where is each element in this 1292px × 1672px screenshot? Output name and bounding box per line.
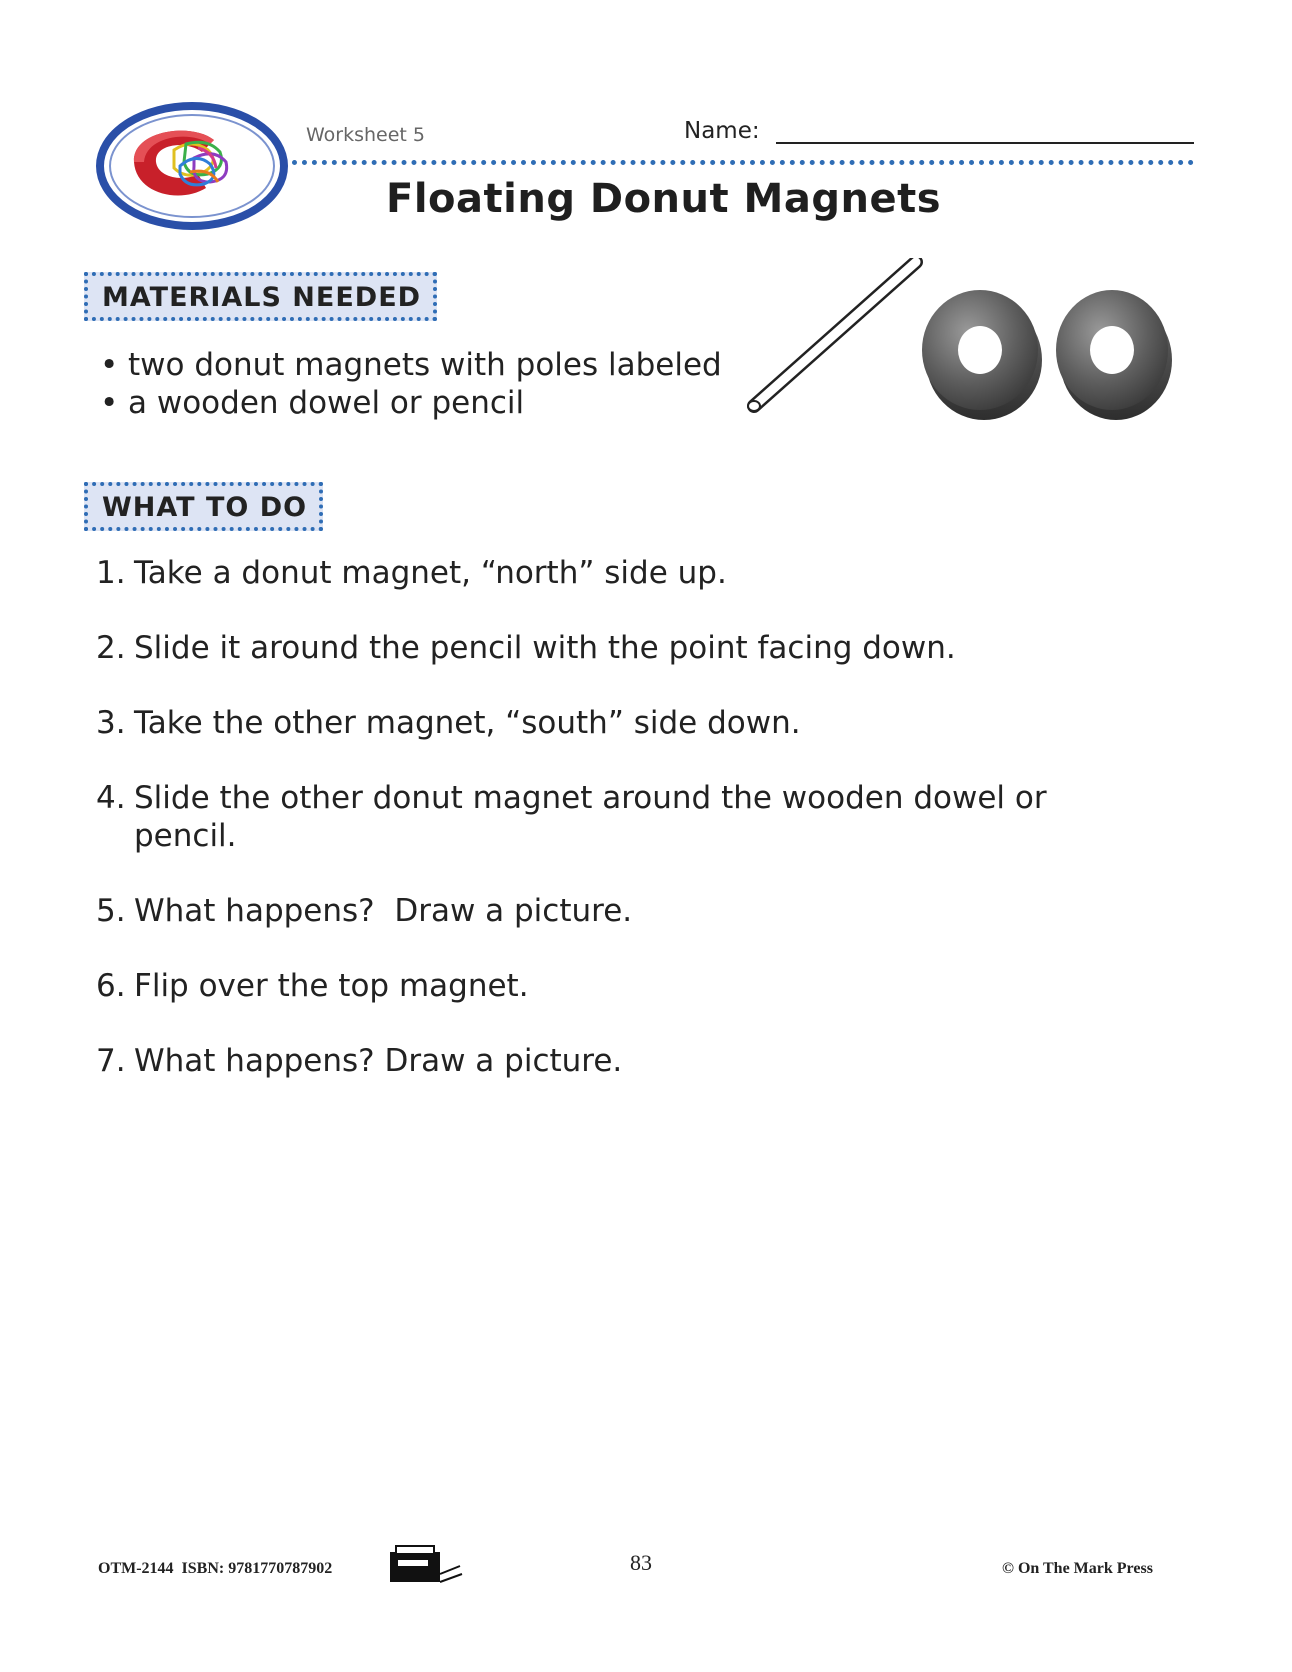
what-to-do-heading: WHAT TO DO	[84, 482, 323, 531]
name-label: Name:	[684, 118, 760, 144]
donut-magnet-icon	[1056, 290, 1172, 420]
material-text: two donut magnets with poles labeled	[128, 347, 722, 383]
bullet-icon: •	[100, 385, 119, 421]
step-number: 2.	[96, 630, 126, 666]
list-item	[96, 384, 722, 422]
list-item	[96, 346, 722, 384]
step-number: 4.	[96, 780, 126, 816]
list-item	[96, 967, 1196, 1005]
step-number: 7.	[96, 1043, 126, 1079]
list-item	[96, 704, 1196, 742]
donut-magnet-icon	[922, 290, 1042, 420]
footer-copyright: © On The Mark Press	[1002, 1560, 1153, 1577]
step-number: 5.	[96, 893, 126, 929]
step-text: Flip over the top magnet.	[134, 968, 529, 1004]
step-text: Take the other magnet, “south” side down.	[134, 705, 801, 741]
magnet-logo-icon	[94, 100, 290, 232]
step-text: Slide it around the pencil with the point facing down.	[134, 630, 956, 666]
header-dotted-rule	[292, 160, 1194, 165]
step-number: 1.	[96, 555, 126, 591]
list-item	[96, 1042, 1196, 1080]
page-title: Floating Donut Magnets	[386, 176, 942, 222]
steps-list	[96, 554, 1196, 1117]
step-text: What happens? Draw a picture.	[134, 1043, 623, 1079]
step-number: 3.	[96, 705, 126, 741]
photocopier-icon	[388, 1544, 464, 1584]
dowel-and-magnets-icon	[744, 258, 1174, 448]
material-text: a wooden dowel or pencil	[128, 385, 525, 421]
bullet-icon: •	[100, 347, 119, 383]
page-number: 83	[630, 1550, 652, 1575]
materials-heading: MATERIALS NEEDED	[84, 272, 437, 321]
step-number: 6.	[96, 968, 126, 1004]
footer-isbn: OTM-2144 ISBN: 9781770787902	[98, 1560, 333, 1577]
list-item	[96, 554, 1196, 592]
step-text: Slide the other donut magnet around the wooden dowel or pencil.	[134, 780, 1047, 854]
step-text: What happens? Draw a picture.	[134, 893, 633, 929]
list-item	[96, 629, 1196, 667]
list-item	[96, 892, 1196, 930]
worksheet-label: Worksheet 5	[306, 124, 426, 146]
name-write-line	[776, 142, 1194, 144]
list-item	[96, 779, 1094, 855]
dowel-icon	[748, 262, 916, 411]
materials-list	[96, 346, 722, 422]
step-text: Take a donut magnet, “north” side up.	[134, 555, 727, 591]
